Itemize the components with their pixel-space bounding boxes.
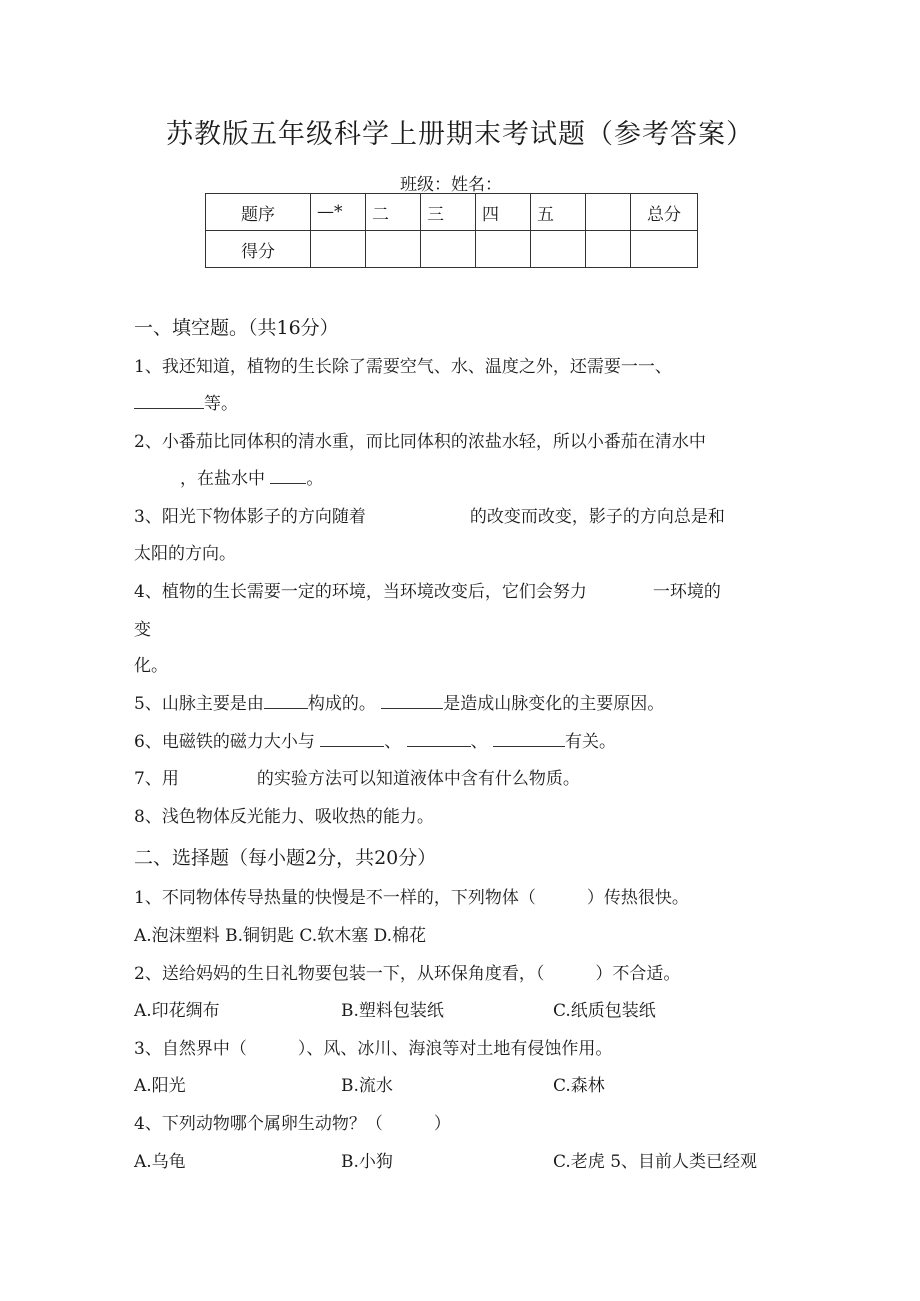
answer-blank[interactable]: [493, 730, 565, 747]
question-text: 是造成山脉变化的主要原因。: [443, 694, 665, 714]
score-input-cell[interactable]: [586, 231, 631, 268]
question-2-4: 4、下列动物哪个属卵生动物？（ ）: [134, 1114, 451, 1134]
section-2-heading: 二、选择题（每小题2分，共20分）: [134, 847, 437, 869]
answer-blank[interactable]: [134, 392, 204, 409]
question-text: 、: [384, 732, 402, 752]
option-c[interactable]: C.老虎 5、目前人类已经观: [553, 1152, 758, 1172]
score-input-cell[interactable]: [476, 231, 531, 268]
option-a[interactable]: A.印花绸布: [134, 1001, 220, 1021]
score-input-cell[interactable]: [531, 231, 586, 268]
answer-blank[interactable]: [407, 730, 471, 747]
question-1-5: [134, 692, 664, 716]
question-text: 。: [306, 469, 324, 489]
question-text: 、: [470, 732, 488, 752]
score-input-cell[interactable]: [631, 231, 698, 268]
option-a[interactable]: A.乌龟: [134, 1152, 186, 1172]
score-cell: 四: [476, 194, 531, 231]
score-table: [205, 193, 698, 268]
question-1-4: [134, 580, 721, 604]
score-input-cell[interactable]: [421, 231, 476, 268]
score-input-cell[interactable]: [366, 231, 421, 268]
question-text: 6、电磁铁的磁力大小与: [134, 732, 315, 752]
score-cell: 三: [421, 194, 476, 231]
question-2-2: 2、送给妈妈的生日礼物要包装一下，从环保角度看，（ ）不合适。: [134, 964, 681, 984]
question-1-1-cont: [134, 392, 238, 416]
option-c[interactable]: C.森林: [553, 1076, 605, 1096]
question-1-7: [134, 767, 580, 791]
exam-title: 苏教版五年级科学上册期末考试题（参考答案）: [166, 119, 754, 150]
question-1-2: 2、小番茄比同体积的清水重，而比同体积的浓盐水轻，所以小番茄在清水中: [134, 432, 706, 452]
question-1-1: 1、我还知道，植物的生长除了需要空气、水、温度之外，还需要一一、: [134, 357, 672, 377]
question-text: 构成的。: [307, 694, 376, 714]
score-cell: 总分: [631, 194, 698, 231]
question-2-1: 1、不同物体传导热量的快慢是不一样的，下列物体（ ）传热很快。: [134, 888, 689, 908]
question-text: 有关。: [565, 732, 617, 752]
option-b[interactable]: B.流水: [341, 1076, 393, 1096]
question-1-4-cont2: 化。: [134, 656, 168, 676]
answer-blank[interactable]: [270, 467, 306, 484]
score-cell: 得分: [206, 231, 311, 268]
question-2-3: 3、自然界中（ ）、风、冰川、海浪等对土地有侵蚀作用。: [134, 1039, 613, 1059]
score-cell: 五: [531, 194, 586, 231]
option-b[interactable]: B.塑料包装纸: [341, 1001, 444, 1021]
score-input-cell[interactable]: [311, 231, 366, 268]
score-table-header-row: [206, 194, 698, 231]
question-1-4-cont: 变: [134, 620, 151, 640]
question-1-3: [134, 505, 725, 529]
option-b[interactable]: B.小狗: [341, 1152, 393, 1172]
question-text: 的实验方法可以知道液体中含有什么物质。: [256, 769, 580, 789]
question-text: 4、植物的生长需要一定的环境，当环境改变后，它们会努力: [134, 582, 587, 602]
answer-blank[interactable]: [381, 692, 443, 709]
question-text: 3、阳光下物体影子的方向随着: [134, 507, 366, 527]
question-2-1-options: A.泡沫塑料 B.铜钥匙 C.软木塞 D.棉花: [134, 926, 427, 946]
question-text: 7、用: [134, 769, 179, 789]
question-1-8: 8、浅色物体反光能力、吸收热的能力。: [134, 807, 434, 827]
option-c[interactable]: C.纸质包装纸: [553, 1001, 656, 1021]
question-text: ，在盐水中: [180, 469, 265, 489]
score-cell: 二: [366, 194, 421, 231]
option-a[interactable]: A.阳光: [134, 1076, 186, 1096]
score-cell: —*: [311, 194, 366, 231]
question-1-2-cont: [180, 467, 323, 491]
score-cell: [586, 194, 631, 231]
question-1-3-cont: 太阳的方向。: [134, 544, 236, 564]
score-cell: 题序: [206, 194, 311, 231]
class-name-line: 班级：姓名：: [400, 175, 502, 195]
question-text: 一环境的: [652, 582, 721, 602]
question-text: 的改变而改变，影子的方向总是和: [469, 507, 725, 527]
question-1-6: [134, 730, 616, 754]
score-table-score-row: [206, 231, 698, 268]
answer-blank[interactable]: [264, 692, 308, 709]
section-1-heading: 一、填空题。（共16分）: [134, 317, 339, 339]
answer-blank[interactable]: [320, 730, 384, 747]
question-text: 5、山脉主要是由: [134, 694, 264, 714]
question-text: 等。: [204, 394, 238, 414]
